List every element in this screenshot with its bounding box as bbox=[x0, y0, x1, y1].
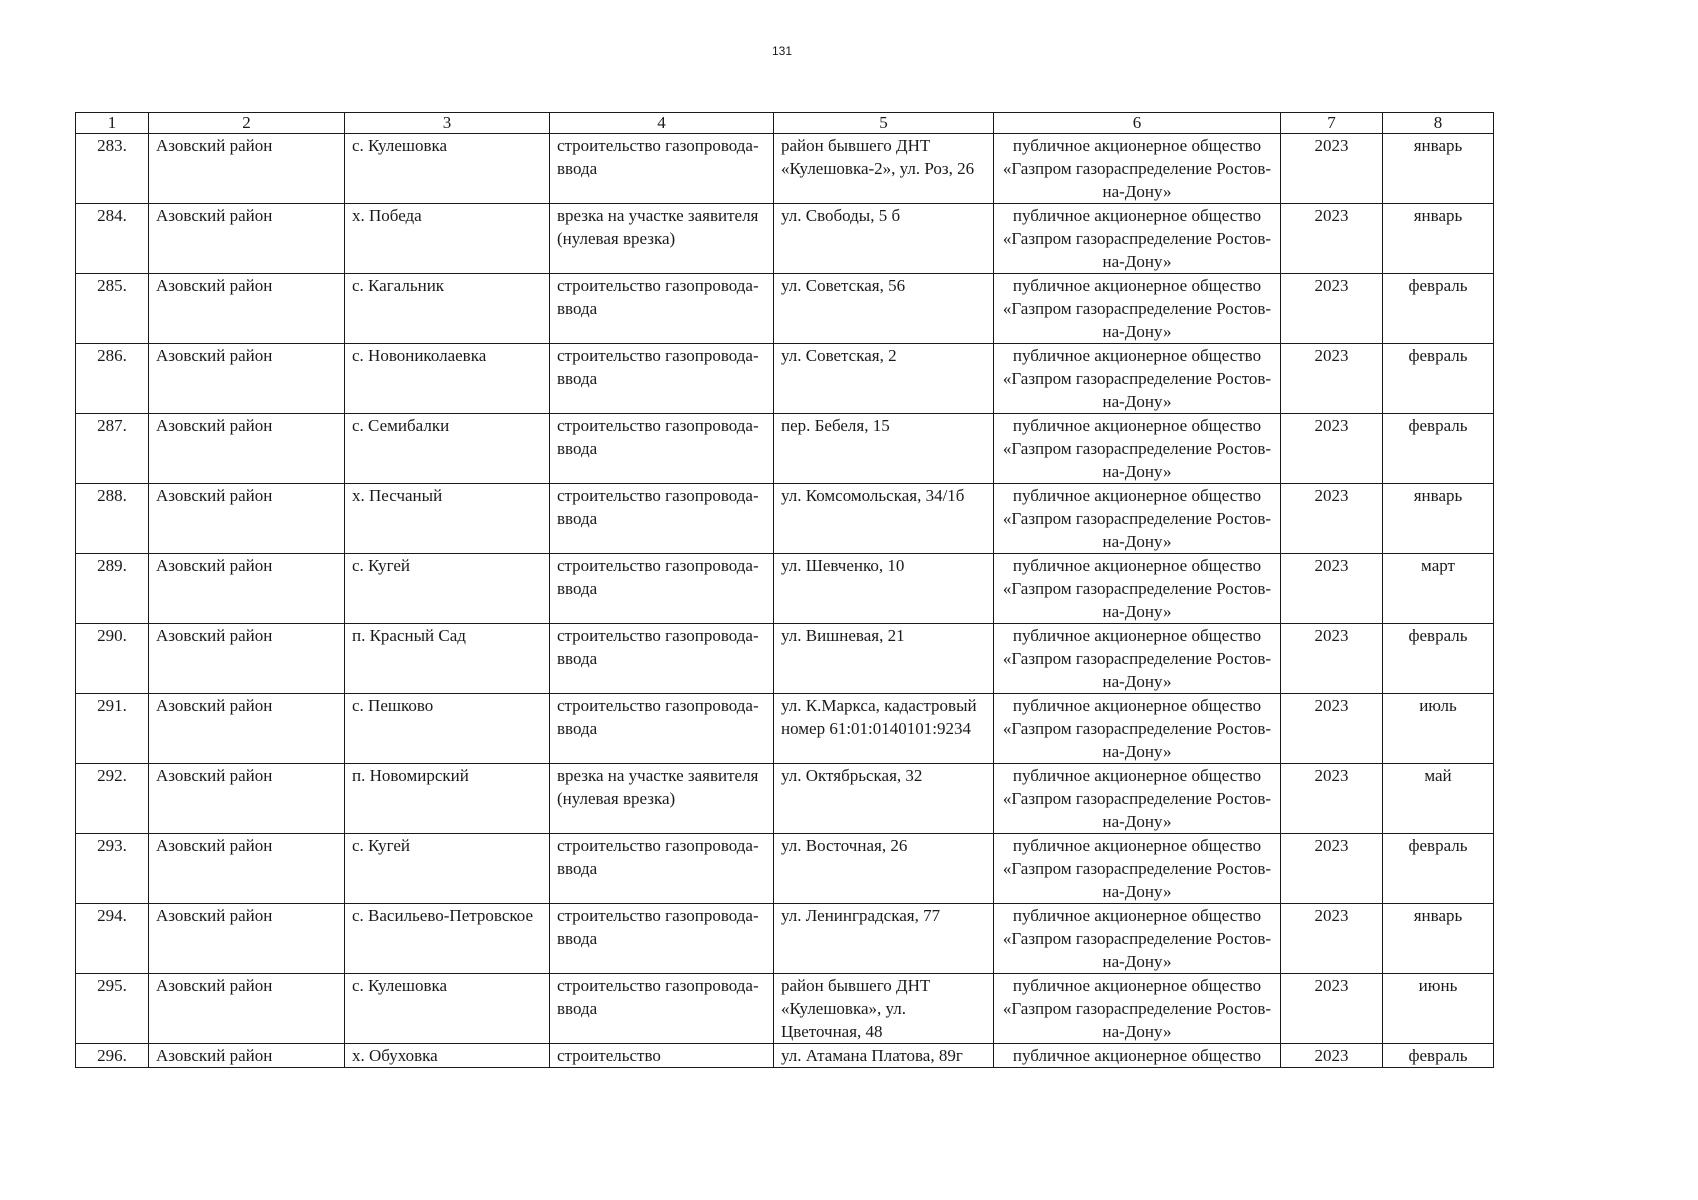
address-cell: ул. Октябрьская, 32 bbox=[774, 764, 994, 834]
column-header: 4 bbox=[550, 113, 774, 134]
work-type-cell: строительство газопровода-ввода bbox=[550, 694, 774, 764]
work-type-cell: врезка на участке заявителя (нулевая врезка) bbox=[550, 204, 774, 274]
row-number: 292. bbox=[76, 764, 149, 834]
organization-cell: публичное акционерное общество «Газпром газораспределение Ростов-на-Дону» bbox=[994, 274, 1281, 344]
table-row bbox=[76, 624, 1494, 694]
organization-cell: публичное акционерное общество «Газпром газораспределение Ростов-на-Дону» bbox=[994, 554, 1281, 624]
year-cell: 2023 bbox=[1281, 274, 1383, 344]
month-cell: июль bbox=[1383, 694, 1494, 764]
row-number: 290. bbox=[76, 624, 149, 694]
locality-cell: п. Красный Сад bbox=[345, 624, 550, 694]
district-cell: Азовский район bbox=[149, 1044, 345, 1068]
district-cell: Азовский район bbox=[149, 484, 345, 554]
table-row bbox=[76, 904, 1494, 974]
table-row bbox=[76, 554, 1494, 624]
work-type-cell: строительство газопровода-ввода bbox=[550, 834, 774, 904]
organization-cell: публичное акционерное общество «Газпром газораспределение Ростов-на-Дону» bbox=[994, 694, 1281, 764]
address-cell: ул. Ленинградская, 77 bbox=[774, 904, 994, 974]
organization-cell: публичное акционерное общество «Газпром газораспределение Ростов-на-Дону» bbox=[994, 484, 1281, 554]
work-type-cell: строительство газопровода-ввода bbox=[550, 904, 774, 974]
locality-cell: с. Кагальник bbox=[345, 274, 550, 344]
organization-cell: публичное акционерное общество «Газпром газораспределение Ростов-на-Дону» bbox=[994, 414, 1281, 484]
year-cell: 2023 bbox=[1281, 554, 1383, 624]
month-cell: февраль bbox=[1383, 1044, 1494, 1068]
organization-cell: публичное акционерное общество «Газпром газораспределение Ростов-на-Дону» bbox=[994, 904, 1281, 974]
column-number-header-row bbox=[76, 113, 1494, 134]
locality-cell: х. Победа bbox=[345, 204, 550, 274]
row-number: 296. bbox=[76, 1044, 149, 1068]
locality-cell: х. Песчаный bbox=[345, 484, 550, 554]
work-type-cell: строительство газопровода-ввода bbox=[550, 414, 774, 484]
table-row bbox=[76, 974, 1494, 1044]
organization-cell: публичное акционерное общество «Газпром газораспределение Ростов-на-Дону» bbox=[994, 974, 1281, 1044]
work-type-cell: строительство газопровода-ввода bbox=[550, 344, 774, 414]
table-row bbox=[76, 204, 1494, 274]
month-cell: январь bbox=[1383, 484, 1494, 554]
row-number: 287. bbox=[76, 414, 149, 484]
table-row bbox=[76, 484, 1494, 554]
row-number: 293. bbox=[76, 834, 149, 904]
address-cell: ул. Вишневая, 21 bbox=[774, 624, 994, 694]
locality-cell: с. Семибалки bbox=[345, 414, 550, 484]
locality-cell: п. Новомирский bbox=[345, 764, 550, 834]
work-type-cell: строительство газопровода-ввода bbox=[550, 974, 774, 1044]
column-header: 1 bbox=[76, 113, 149, 134]
organization-cell: публичное акционерное общество «Газпром газораспределение Ростов-на-Дону» bbox=[994, 204, 1281, 274]
district-cell: Азовский район bbox=[149, 274, 345, 344]
row-number: 295. bbox=[76, 974, 149, 1044]
work-type-cell: врезка на участке заявителя (нулевая врезка) bbox=[550, 764, 774, 834]
address-cell: район бывшего ДНТ «Кулешовка», ул. Цветочная, 48 bbox=[774, 974, 994, 1044]
month-cell: февраль bbox=[1383, 344, 1494, 414]
year-cell: 2023 bbox=[1281, 974, 1383, 1044]
row-number: 283. bbox=[76, 134, 149, 204]
organization-cell: публичное акционерное общество «Газпром газораспределение Ростов-на-Дону» bbox=[994, 834, 1281, 904]
locality-cell: с. Кугей bbox=[345, 554, 550, 624]
address-cell: район бывшего ДНТ «Кулешовка-2», ул. Роз, 26 bbox=[774, 134, 994, 204]
year-cell: 2023 bbox=[1281, 834, 1383, 904]
row-number: 288. bbox=[76, 484, 149, 554]
address-cell: ул. Свободы, 5 б bbox=[774, 204, 994, 274]
address-cell: ул. Советская, 56 bbox=[774, 274, 994, 344]
table-body bbox=[76, 134, 1494, 1068]
district-cell: Азовский район bbox=[149, 624, 345, 694]
month-cell: январь bbox=[1383, 134, 1494, 204]
month-cell: май bbox=[1383, 764, 1494, 834]
district-cell: Азовский район bbox=[149, 694, 345, 764]
district-cell: Азовский район bbox=[149, 974, 345, 1044]
district-cell: Азовский район bbox=[149, 414, 345, 484]
work-type-cell: строительство газопровода-ввода bbox=[550, 624, 774, 694]
address-cell: ул. Шевченко, 10 bbox=[774, 554, 994, 624]
district-cell: Азовский район bbox=[149, 134, 345, 204]
organization-cell: публичное акционерное общество bbox=[994, 1044, 1281, 1068]
organization-cell: публичное акционерное общество «Газпром газораспределение Ростов-на-Дону» bbox=[994, 764, 1281, 834]
year-cell: 2023 bbox=[1281, 344, 1383, 414]
row-number: 289. bbox=[76, 554, 149, 624]
address-cell: пер. Бебеля, 15 bbox=[774, 414, 994, 484]
year-cell: 2023 bbox=[1281, 204, 1383, 274]
district-cell: Азовский район bbox=[149, 764, 345, 834]
district-cell: Азовский район bbox=[149, 344, 345, 414]
year-cell: 2023 bbox=[1281, 904, 1383, 974]
month-cell: январь bbox=[1383, 204, 1494, 274]
column-header: 7 bbox=[1281, 113, 1383, 134]
gas-connection-registry-table bbox=[75, 112, 1494, 1068]
locality-cell: с. Васильево-Петровское bbox=[345, 904, 550, 974]
page-number: 131 bbox=[771, 44, 793, 58]
district-cell: Азовский район bbox=[149, 554, 345, 624]
district-cell: Азовский район bbox=[149, 904, 345, 974]
row-number: 286. bbox=[76, 344, 149, 414]
table-row bbox=[76, 764, 1494, 834]
locality-cell: х. Обуховка bbox=[345, 1044, 550, 1068]
year-cell: 2023 bbox=[1281, 764, 1383, 834]
month-cell: июнь bbox=[1383, 974, 1494, 1044]
year-cell: 2023 bbox=[1281, 484, 1383, 554]
table-row bbox=[76, 414, 1494, 484]
year-cell: 2023 bbox=[1281, 624, 1383, 694]
district-cell: Азовский район bbox=[149, 834, 345, 904]
month-cell: февраль bbox=[1383, 414, 1494, 484]
row-number: 284. bbox=[76, 204, 149, 274]
address-cell: ул. Восточная, 26 bbox=[774, 834, 994, 904]
table-row bbox=[76, 344, 1494, 414]
month-cell: февраль bbox=[1383, 274, 1494, 344]
column-header: 2 bbox=[149, 113, 345, 134]
work-type-cell: строительство газопровода-ввода bbox=[550, 554, 774, 624]
year-cell: 2023 bbox=[1281, 414, 1383, 484]
work-type-cell: строительство газопровода-ввода bbox=[550, 134, 774, 204]
locality-cell: с. Кулешовка bbox=[345, 134, 550, 204]
address-cell: ул. Комсомольская, 34/1б bbox=[774, 484, 994, 554]
row-number: 285. bbox=[76, 274, 149, 344]
column-header: 8 bbox=[1383, 113, 1494, 134]
row-number: 291. bbox=[76, 694, 149, 764]
address-cell: ул. Атамана Платова, 89г bbox=[774, 1044, 994, 1068]
district-cell: Азовский район bbox=[149, 204, 345, 274]
locality-cell: с. Кулешовка bbox=[345, 974, 550, 1044]
work-type-cell: строительство газопровода-ввода bbox=[550, 274, 774, 344]
table-row bbox=[76, 694, 1494, 764]
table-row bbox=[76, 1044, 1494, 1068]
table-row bbox=[76, 274, 1494, 344]
year-cell: 2023 bbox=[1281, 694, 1383, 764]
column-header: 3 bbox=[345, 113, 550, 134]
address-cell: ул. К.Маркса, кадастровый номер 61:01:0140101:9234 bbox=[774, 694, 994, 764]
year-cell: 2023 bbox=[1281, 134, 1383, 204]
organization-cell: публичное акционерное общество «Газпром газораспределение Ростов-на-Дону» bbox=[994, 344, 1281, 414]
month-cell: март bbox=[1383, 554, 1494, 624]
month-cell: январь bbox=[1383, 904, 1494, 974]
table-row bbox=[76, 834, 1494, 904]
column-header: 6 bbox=[994, 113, 1281, 134]
work-type-cell: строительство bbox=[550, 1044, 774, 1068]
address-cell: ул. Советская, 2 bbox=[774, 344, 994, 414]
locality-cell: с. Новониколаевка bbox=[345, 344, 550, 414]
month-cell: февраль bbox=[1383, 834, 1494, 904]
work-type-cell: строительство газопровода-ввода bbox=[550, 484, 774, 554]
month-cell: февраль bbox=[1383, 624, 1494, 694]
organization-cell: публичное акционерное общество «Газпром газораспределение Ростов-на-Дону» bbox=[994, 134, 1281, 204]
year-cell: 2023 bbox=[1281, 1044, 1383, 1068]
organization-cell: публичное акционерное общество «Газпром газораспределение Ростов-на-Дону» bbox=[994, 624, 1281, 694]
locality-cell: с. Кугей bbox=[345, 834, 550, 904]
table-row bbox=[76, 134, 1494, 204]
locality-cell: с. Пешково bbox=[345, 694, 550, 764]
column-header: 5 bbox=[774, 113, 994, 134]
row-number: 294. bbox=[76, 904, 149, 974]
